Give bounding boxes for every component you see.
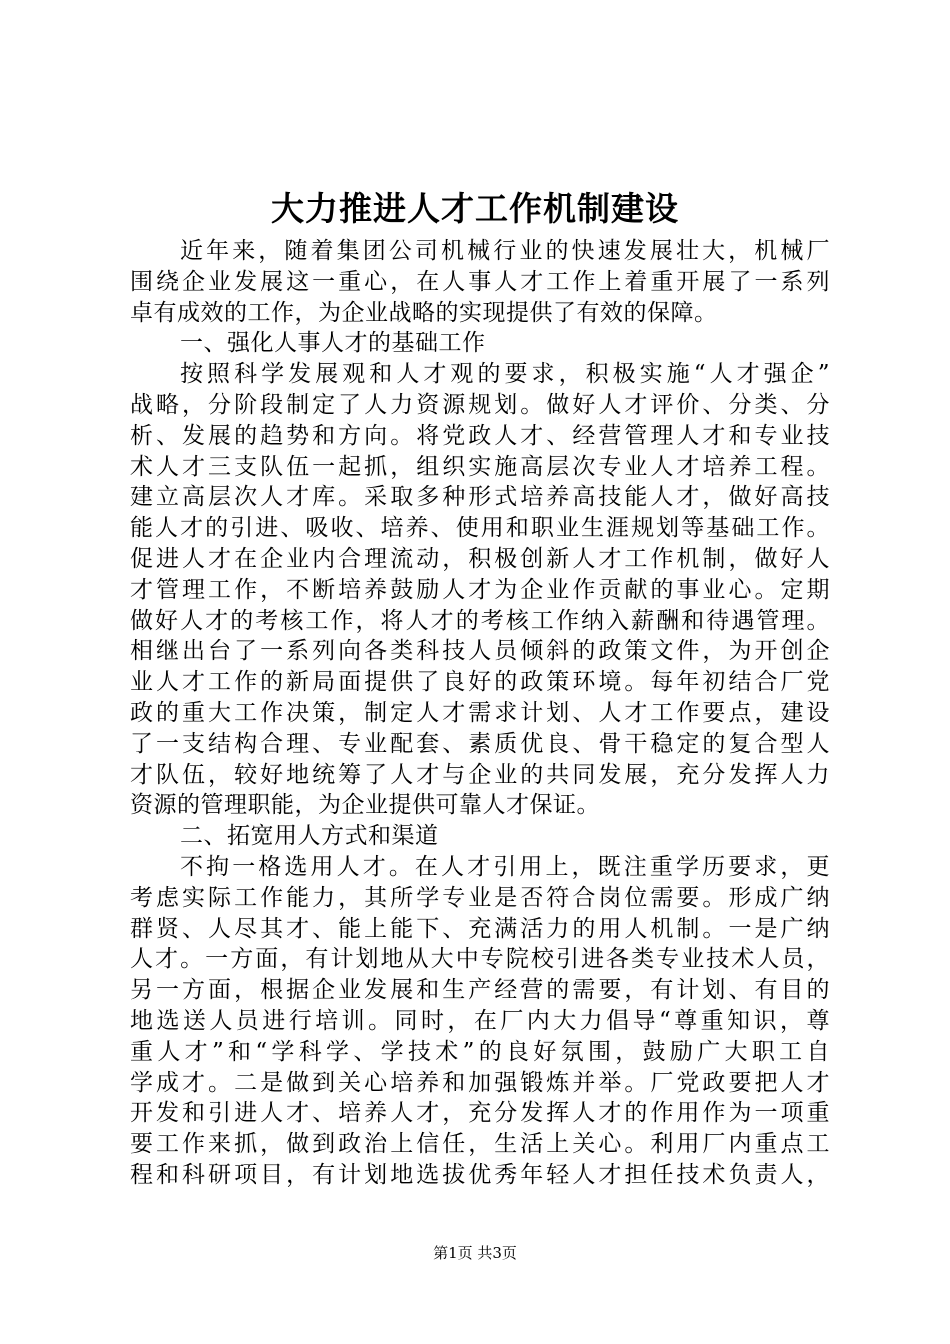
text-line: 能人才的引进、吸收、培养、使用和职业生涯规划等基础工作。 — [130, 515, 830, 542]
text-line: 要工作来抓，做到政治上信任，生活上关心。利用厂内重点工 — [130, 1131, 830, 1158]
text-line: 不拘一格选用人才。在人才引用上，既注重学历要求，更 — [180, 853, 830, 880]
text-line: 地选送人员进行培训。同时，在厂内大力倡导“尊重知识，尊 — [130, 1007, 830, 1034]
page-footer: 第1页 共3页 — [433, 1244, 517, 1262]
text-line: 群贤、人尽其才、能上能下、充满活力的用人机制。一是广纳 — [130, 915, 830, 942]
text-line: 围绕企业发展这一重心，在人事人才工作上着重开展了一系列 — [130, 268, 830, 295]
document-title: 大力推进人才工作机制建设 — [271, 189, 679, 228]
text-line: 促进人才在企业内合理流动，积极创新人才工作机制，做好人 — [130, 545, 830, 572]
text-line: 考虑实际工作能力，其所学专业是否符合岗位需要。形成广纳 — [130, 884, 830, 911]
text-line: 业人才工作的新局面提供了良好的政策环境。每年初结合厂党 — [130, 669, 830, 696]
text-line: 建立高层次人才库。采取多种形式培养高技能人才，做好高技 — [130, 484, 830, 511]
text-line: 战略，分阶段制定了人力资源规划。做好人才评价、分类、分 — [130, 391, 830, 418]
text-line: 了一支结构合理、专业配套、素质优良、骨干稳定的复合型人 — [130, 730, 830, 757]
text-line: 相继出台了一系列向各类科技人员倾斜的政策文件，为开创企 — [130, 638, 830, 665]
text-line: 学成才。二是做到关心培养和加强锻炼并举。厂党政要把人才 — [130, 1069, 830, 1096]
text-line: 人才。一方面，有计划地从大中专院校引进各类专业技术人员， — [130, 946, 830, 973]
text-line: 按照科学发展观和人才观的要求，积极实施“人才强企” — [180, 361, 830, 388]
text-line: 做好人才的考核工作，将人才的考核工作纳入薪酬和待遇管理。 — [130, 607, 830, 634]
text-line: 重人才”和“学科学、学技术”的良好氛围，鼓励广大职工自 — [130, 1038, 830, 1065]
text-line: 才队伍，较好地统筹了人才与企业的共同发展，充分发挥人力 — [130, 761, 830, 788]
text-line: 析、发展的趋势和方向。将党政人才、经营管理人才和专业技 — [130, 422, 830, 449]
text-line: 卓有成效的工作，为企业战略的实现提供了有效的保障。 — [130, 299, 718, 326]
document-body — [130, 236, 830, 1191]
text-line: 开发和引进人才、培养人才，充分发挥人才的作用作为一项重 — [130, 1100, 830, 1127]
text-line: 另一方面，根据企业发展和生产经营的需要，有计划、有目的 — [130, 977, 830, 1004]
text-line: 资源的管理职能，为企业提供可靠人才保证。 — [130, 792, 600, 819]
text-line: 才管理工作，不断培养鼓励人才为企业作贡献的事业心。定期 — [130, 576, 830, 603]
text-line: 一、强化人事人才的基础工作 — [180, 330, 486, 357]
text-line: 二、拓宽用人方式和渠道 — [180, 823, 439, 850]
text-line: 近年来，随着集团公司机械行业的快速发展壮大，机械厂 — [180, 238, 830, 264]
text-line: 术人才三支队伍一起抓，组织实施高层次专业人才培养工程。 — [130, 453, 830, 480]
text-line: 程和科研项目，有计划地选拔优秀年轻人才担任技术负责人， — [130, 1161, 830, 1188]
text-line: 政的重大工作决策，制定人才需求计划、人才工作要点，建设 — [130, 699, 830, 726]
